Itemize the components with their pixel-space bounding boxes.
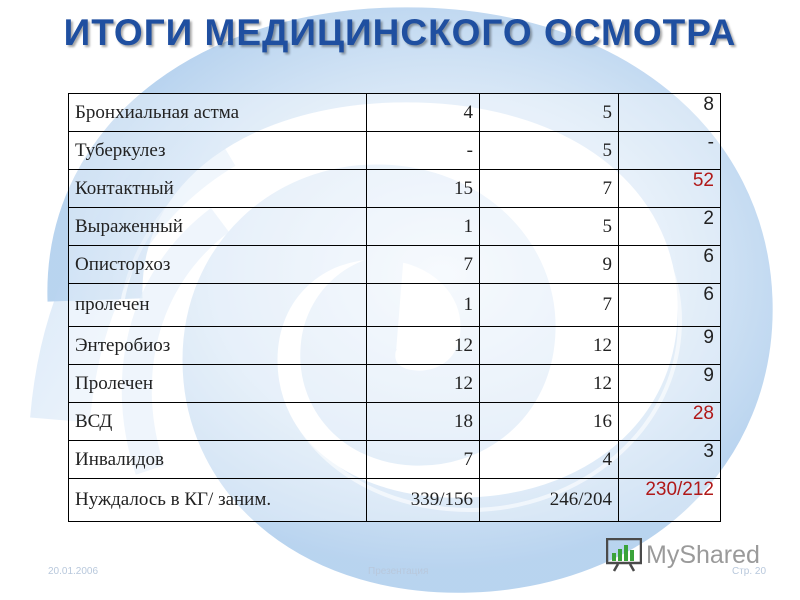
value-col-3: 9 (619, 327, 721, 365)
table-row (69, 132, 721, 170)
value-col-3: - (619, 132, 721, 170)
value-col-1: 7 (367, 441, 480, 479)
results-table-body (69, 94, 721, 522)
value-col-3: 3 (619, 441, 721, 479)
value-col-3: 52 (619, 170, 721, 208)
table-row (69, 403, 721, 441)
value-col-3: 8 (619, 94, 721, 132)
value-col-2: 5 (480, 208, 619, 246)
value-col-2: 12 (480, 327, 619, 365)
value-col-1: 1 (367, 208, 480, 246)
table-row (69, 441, 721, 479)
value-col-2: 12 (480, 365, 619, 403)
value-col-1: 4 (367, 94, 480, 132)
value-col-1: - (367, 132, 480, 170)
table-row (69, 246, 721, 284)
row-label: Нуждалось в КГ/ заним. (69, 479, 367, 522)
value-col-1: 339/156 (367, 479, 480, 522)
value-col-3: 6 (619, 246, 721, 284)
table-row (69, 284, 721, 327)
myshared-logo[interactable] (606, 538, 760, 572)
value-col-2: 246/204 (480, 479, 619, 522)
row-label: Туберкулез (69, 132, 367, 170)
row-label: Описторхоз (69, 246, 367, 284)
table-row (69, 170, 721, 208)
row-label: Бронхиальная астма (69, 94, 367, 132)
value-col-2: 16 (480, 403, 619, 441)
row-label: пролечен (69, 284, 367, 327)
footer-presentation: Презентация (368, 566, 429, 577)
results-table (68, 93, 721, 522)
value-col-3: 6 (619, 284, 721, 327)
row-label: ВСД (69, 403, 367, 441)
row-label: Энтеробиоз (69, 327, 367, 365)
footer-page-number: Стр. 20 (732, 566, 767, 577)
value-col-2: 5 (480, 94, 619, 132)
value-col-3: 230/212 (619, 479, 721, 522)
value-col-2: 9 (480, 246, 619, 284)
table-row (69, 365, 721, 403)
table-row (69, 94, 721, 132)
value-col-1: 15 (367, 170, 480, 208)
value-col-3: 2 (619, 208, 721, 246)
footer-date: 20.01.2006 (48, 566, 99, 577)
value-col-1: 1 (367, 284, 480, 327)
table-row (69, 479, 721, 522)
table-row (69, 327, 721, 365)
table-row (69, 208, 721, 246)
value-col-1: 18 (367, 403, 480, 441)
value-col-2: 7 (480, 170, 619, 208)
row-label: Контактный (69, 170, 367, 208)
value-col-3: 28 (619, 403, 721, 441)
logo-text: MyShared (646, 540, 760, 569)
chart-icon (606, 538, 642, 572)
value-col-2: 5 (480, 132, 619, 170)
value-col-1: 12 (367, 327, 480, 365)
value-col-2: 7 (480, 284, 619, 327)
value-col-1: 12 (367, 365, 480, 403)
value-col-3: 9 (619, 365, 721, 403)
value-col-2: 4 (480, 441, 619, 479)
row-label: Выраженный (69, 208, 367, 246)
value-col-1: 7 (367, 246, 480, 284)
row-label: Пролечен (69, 365, 367, 403)
row-label: Инвалидов (69, 441, 367, 479)
slide-title: ИТОГИ МЕДИЦИНСКОГО ОСМОТРА (63, 12, 737, 53)
